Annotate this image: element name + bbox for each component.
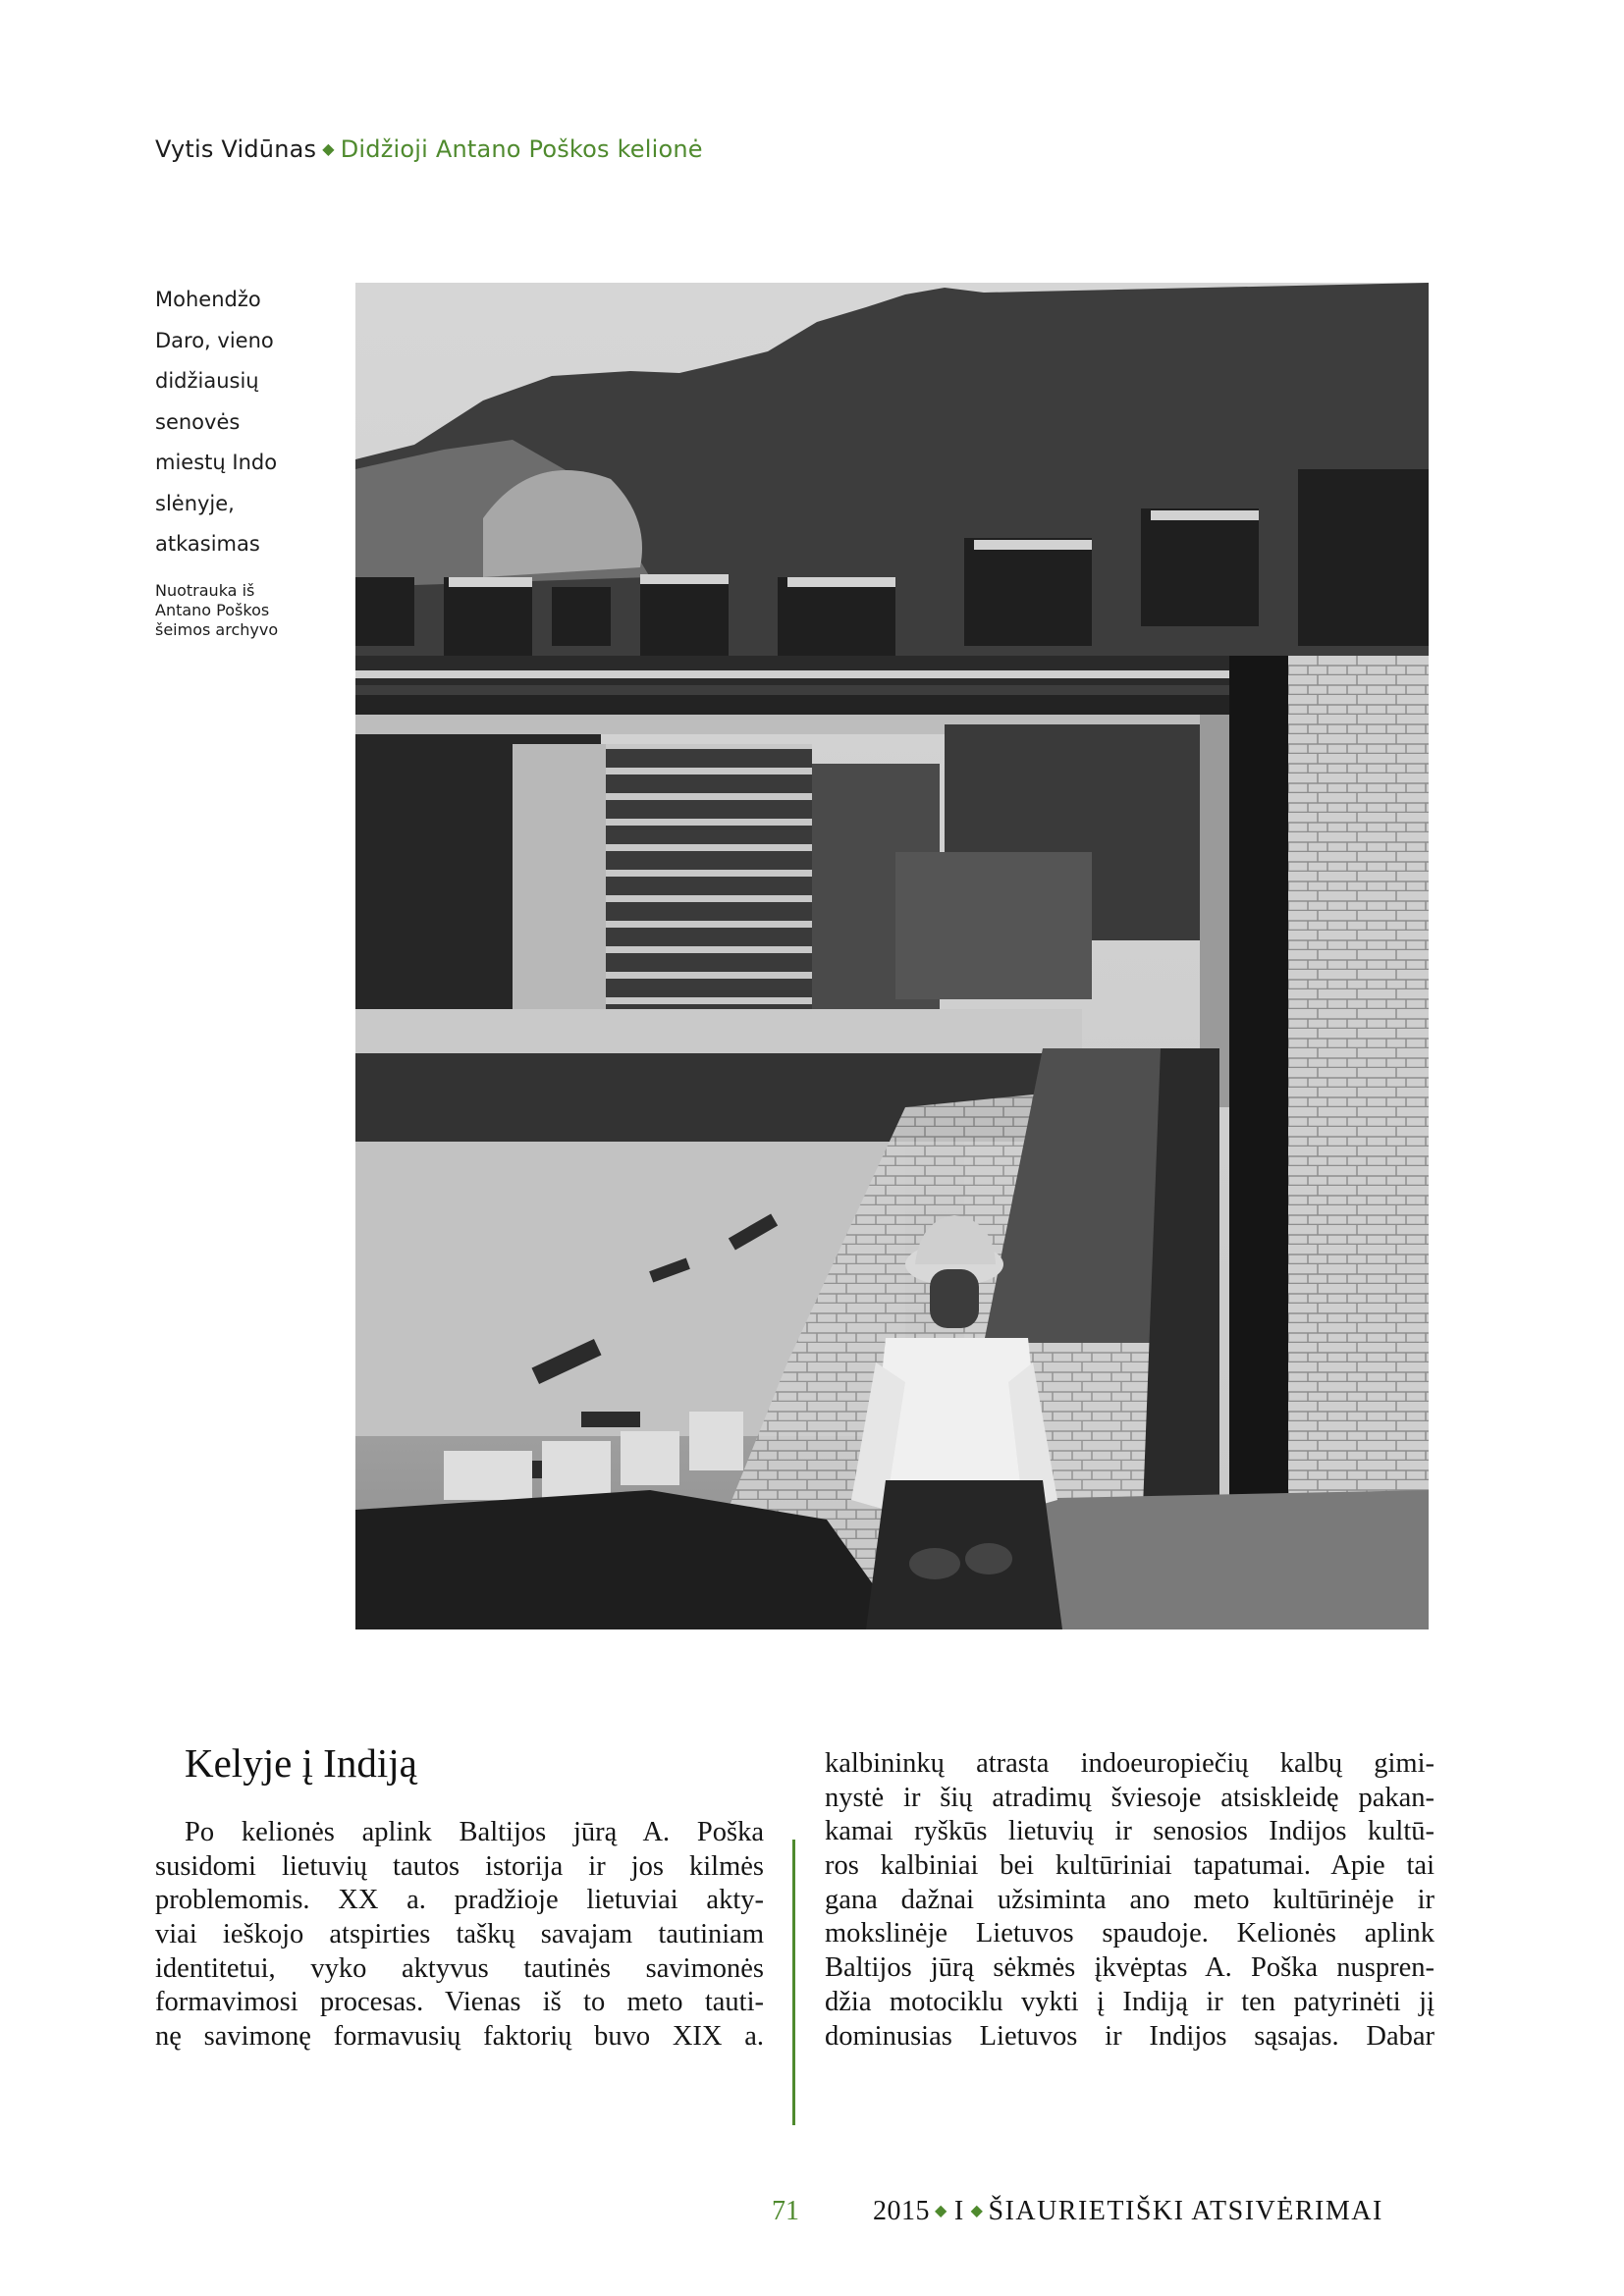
credit-line: Nuotrauka iš (155, 580, 255, 600)
caption-line: Mohendžo (155, 288, 261, 311)
excavation-photo (355, 283, 1429, 1629)
text-line: formavimosi procesas. Vienas iš to meto tauti- (155, 1987, 764, 2018)
running-head-author: Vytis Vidūnas (155, 135, 317, 163)
text-line: problemomis. XX a. pradžioje lietuviai akty- (155, 1885, 764, 1916)
article-column-right (825, 1747, 1435, 2054)
caption-line: slėnyje, (155, 491, 235, 515)
credit-line: šeimos archyvo (155, 619, 279, 639)
text-line: gana dažnai užsiminta ano meto kultūrinėje ir (825, 1884, 1435, 1915)
text-line: kalbininkų atrasta indoeuropiečių kalbų gimi- (825, 1748, 1435, 1779)
figure-caption (155, 280, 332, 640)
text-line: džia motociklu vykti į Indiją ir ten patyrinėti jį (825, 1986, 1435, 2017)
running-head-title: Didžioji Antano Poškos kelionė (340, 135, 703, 163)
page-number: 71 (772, 2196, 799, 2226)
running-head (155, 135, 703, 163)
photo-credit (155, 581, 332, 640)
text-line: nystė ir šių atradimų šviesoje atsiskleidę pakan- (825, 1782, 1435, 1813)
text-line: kamai ryškūs lietuvių ir senosios Indijos kultū- (825, 1816, 1435, 1847)
text-line: Baltijos jūrą sėkmės įkvėptas A. Poška nuspren- (825, 1952, 1435, 1984)
footer-issue: I (953, 2196, 964, 2226)
text-line: Po kelionės aplink Baltijos jūrą A. Poška (185, 1817, 764, 1847)
caption-line: didžiausių (155, 369, 259, 393)
journal-footer (873, 2196, 1383, 2227)
article-column-left (155, 1816, 764, 2055)
text-line: ros kalbiniai bei kultūriniai tapatumai. Apie tai (825, 1850, 1435, 1882)
column-divider-rule (792, 1840, 795, 2125)
diamond-separator-icon: ◆ (935, 2203, 947, 2219)
caption-line: senovės (155, 409, 241, 434)
section-heading: Kelyje į Indiją (185, 1740, 417, 1786)
credit-line: Antano Poškos (155, 600, 270, 619)
text-line: susidomi lietuvių tautos istorija ir jos kilmės (155, 1850, 764, 1882)
text-line: viai ieškojo atspirties taškų savajam tautiniam (155, 1919, 764, 1950)
caption-line: miestų Indo (155, 451, 278, 474)
footer-year: 2015 (873, 2196, 930, 2226)
journal-name: ŠIAURIETIŠKI ATSIVĖRIMAI (988, 2196, 1383, 2226)
diamond-separator-icon: ◆ (970, 2203, 984, 2219)
diamond-separator-icon: ◆ (322, 139, 335, 158)
caption-line: Daro, vieno (155, 328, 274, 352)
caption-text (155, 280, 332, 565)
text-line: identitetui, vyko aktyvus tautinės savimonės (155, 1952, 764, 1984)
text-line: mokslinėje Lietuvos spaudoje. Kelionės aplink (825, 1918, 1435, 1949)
caption-line: atkasimas (155, 532, 260, 556)
text-line: nę savimonę formavusių faktorių buvo XIX a. (155, 2021, 764, 2053)
text-line: dominusias Lietuvos ir Indijos sąsajas. Dabar (825, 2020, 1435, 2052)
photo-image (355, 283, 1429, 1629)
